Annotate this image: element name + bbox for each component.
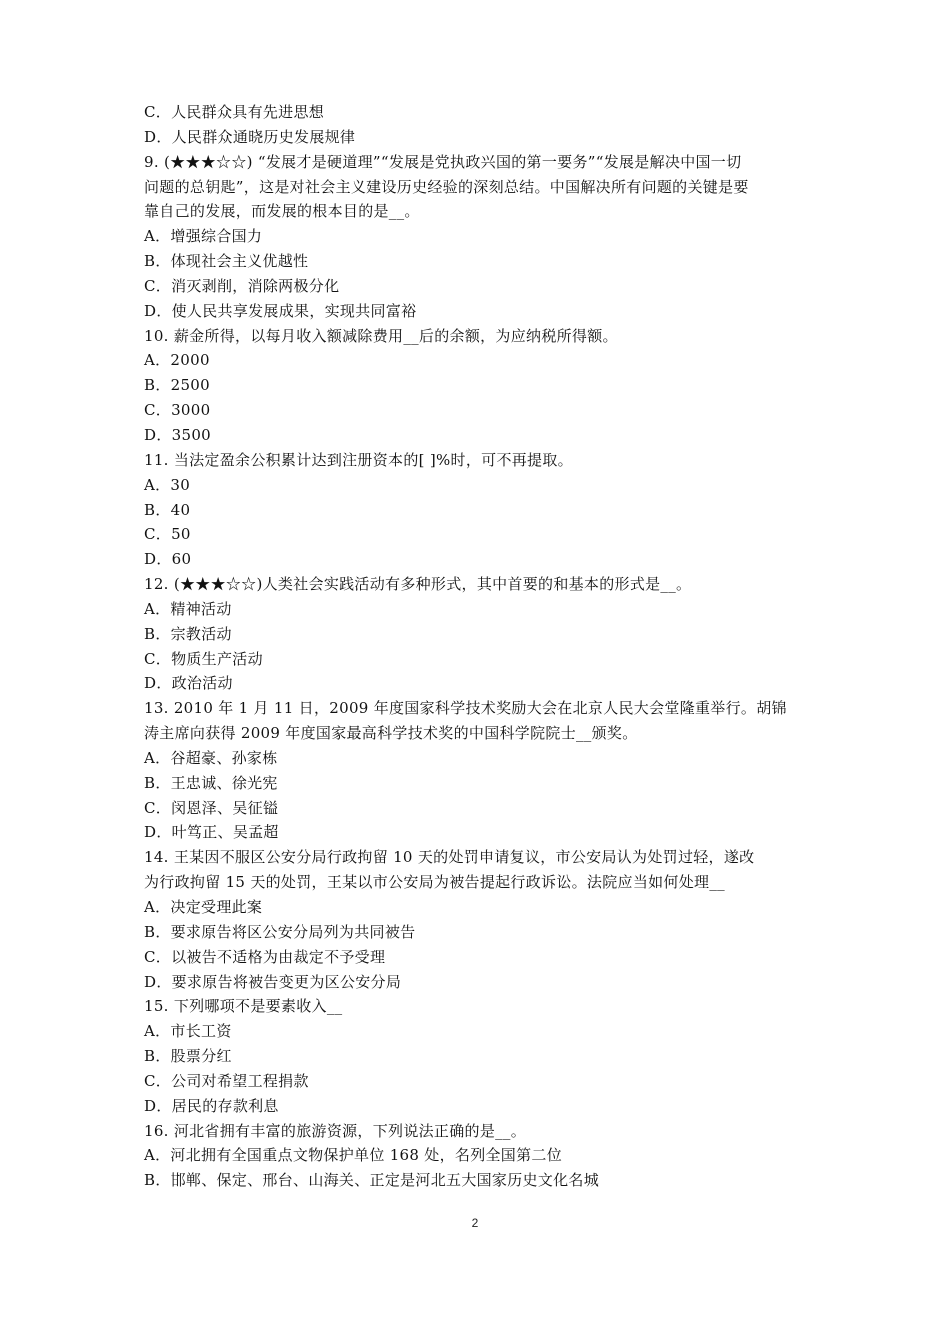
option-a-q11: A．30 bbox=[144, 475, 191, 494]
option-b-q15: B．股票分红 bbox=[144, 1047, 232, 1066]
option-d-q10: D．3500 bbox=[144, 425, 212, 444]
question-13-stem-line-1: 13. 2010 年 1 月 11 日，2009 年度国家科学技术奖励大会在北京人民大会堂隆重举行。胡锦 bbox=[144, 699, 787, 718]
question-9-stem-line-1: 9. (★★★☆☆) “发展才是硬道理”“发展是党执政兴国的第一要务”“发展是解决中国一切 bbox=[144, 152, 742, 171]
option-a-q16: A．河北拥有全国重点文物保护单位 168 处，名列全国第二位 bbox=[144, 1146, 563, 1165]
question-9-stem-line-2: 问题的总钥匙”，这是对社会主义建设历史经验的深刻总结。中国解决所有问题的关键是要 bbox=[144, 177, 749, 196]
question-12-stem: 12. (★★★☆☆)人类社会实践活动有多种形式，其中首要的和基本的形式是__。 bbox=[144, 575, 692, 594]
option-c-q13: C．闵恩泽、吴征镒 bbox=[144, 798, 279, 817]
option-d-q14: D．要求原告将被告变更为区公安分局 bbox=[144, 972, 402, 991]
option-c-q12: C．物质生产活动 bbox=[144, 649, 263, 668]
option-b-q12: B．宗教活动 bbox=[144, 624, 232, 643]
option-b-q14: B．要求原告将区公安分局列为共同被告 bbox=[144, 922, 416, 941]
option-c-q10: C．3000 bbox=[144, 401, 211, 420]
option-a-q15: A．市长工资 bbox=[144, 1022, 232, 1041]
page-number: 2 bbox=[471, 1216, 479, 1230]
option-b-q16: B．邯郸、保定、邢台、山海关、正定是河北五大国家历史文化名城 bbox=[144, 1171, 600, 1190]
option-d-q12: D．政治活动 bbox=[144, 674, 233, 693]
option-b-q10: B．2500 bbox=[144, 376, 210, 395]
option-a-q12: A．精神活动 bbox=[144, 599, 232, 618]
option-c-q9: C．消灭剥削，消除两极分化 bbox=[144, 276, 340, 295]
option-d-q11: D．60 bbox=[144, 550, 192, 569]
question-15-stem: 15. 下列哪项不是要素收入__ bbox=[144, 997, 343, 1016]
page-content bbox=[144, 100, 812, 1193]
option-d-q13: D．叶笃正、吴孟超 bbox=[144, 823, 279, 842]
question-9-stem-line-3: 靠自己的发展，而发展的根本目的是__。 bbox=[144, 202, 420, 221]
option-b-q9: B．体现社会主义优越性 bbox=[144, 252, 309, 271]
option-d-q15: D．居民的存款利息 bbox=[144, 1096, 279, 1115]
option-b-q11: B．40 bbox=[144, 500, 191, 519]
question-10-stem: 10. 薪金所得，以每月收入额减除费用__后的余额，为应纳税所得额。 bbox=[144, 326, 618, 345]
option-a-q13: A．谷超豪、孙家栋 bbox=[144, 748, 278, 767]
option-c-q8: C．人民群众具有先进思想 bbox=[144, 103, 325, 121]
question-14-stem-line-1: 14. 王某因不服区公安分局行政拘留 10 天的处罚申请复议，市公安局认为处罚过轻，遂改 bbox=[144, 848, 755, 867]
option-b-q13: B．王忠诚、徐光宪 bbox=[144, 773, 278, 792]
option-d-q8: D．人民群众通晓历史发展规律 bbox=[144, 127, 356, 146]
option-a-q9: A．增强综合国力 bbox=[144, 227, 263, 246]
option-c-q15: C．公司对希望工程捐款 bbox=[144, 1071, 309, 1090]
question-14-stem-line-2: 为行政拘留 15 天的处罚，王某以市公安局为被告提起行政诉讼。法院应当如何处理__ bbox=[144, 873, 725, 892]
option-c-q11: C．50 bbox=[144, 525, 191, 544]
option-d-q9: D．使人民共享发展成果，实现共同富裕 bbox=[144, 301, 417, 320]
question-13-stem-line-2: 涛主席向获得 2009 年度国家最高科学技术奖的中国科学院院士__颁奖。 bbox=[144, 724, 638, 743]
option-c-q14: C．以被告不适格为由裁定不予受理 bbox=[144, 947, 386, 966]
option-a-q14: A．决定受理此案 bbox=[144, 898, 263, 916]
question-16-stem: 16. 河北省拥有丰富的旅游资源，下列说法正确的是__。 bbox=[144, 1121, 527, 1140]
question-11-stem: 11. 当法定盈余公积累计达到注册资本的[ ]%时，可不再提取。 bbox=[144, 450, 573, 469]
option-a-q10: A．2000 bbox=[144, 351, 210, 370]
